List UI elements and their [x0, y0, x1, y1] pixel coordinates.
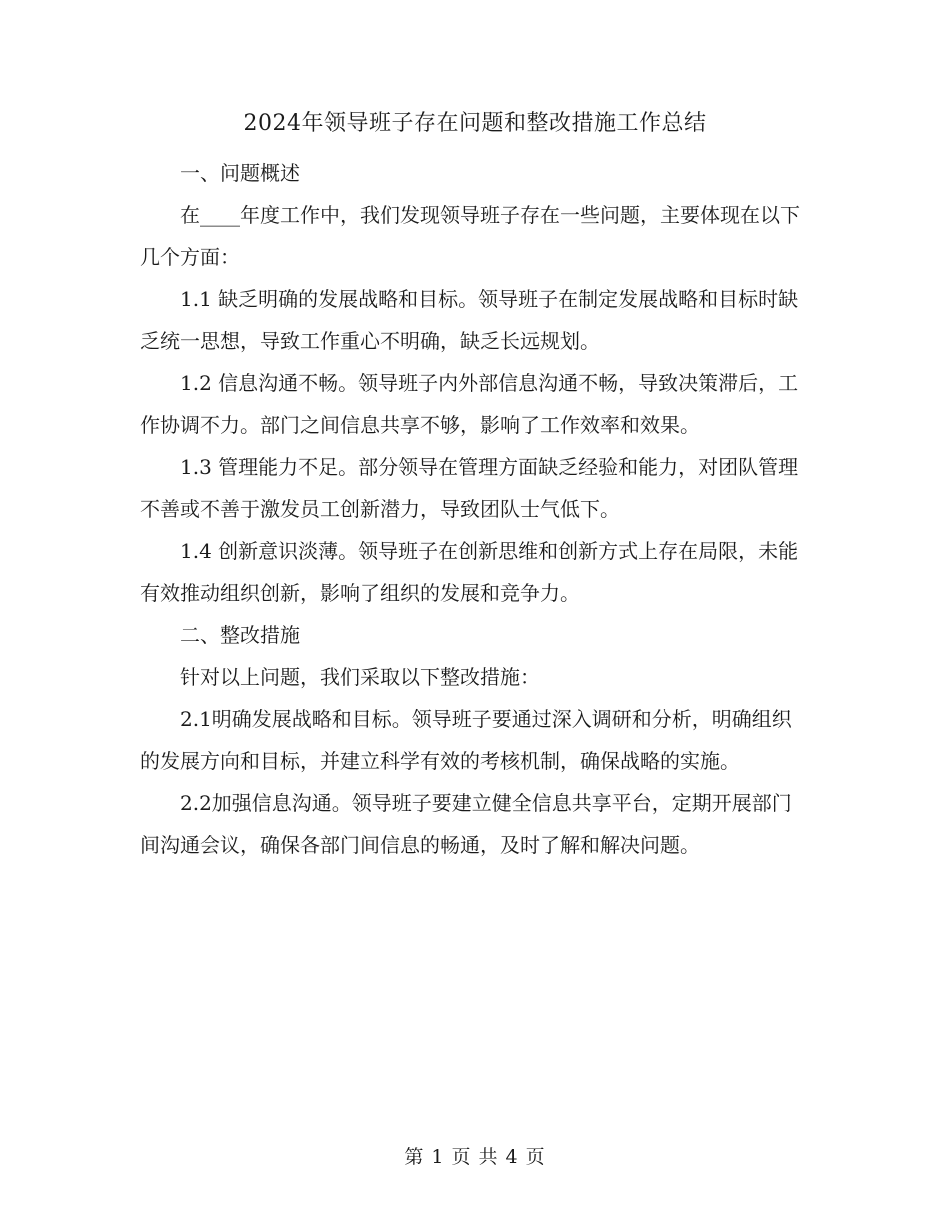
paragraph-1-2: 1.2 信息沟通不畅。领导班子内外部信息沟通不畅，导致决策滞后，工作协调不力。部门之间信息共享不够，影响了工作效率和效果。 — [140, 371, 799, 437]
document-body — [140, 152, 810, 866]
page-footer: 第 1 页 共 4 页 — [404, 1146, 546, 1168]
paragraph-measures-intro: 针对以上问题，我们采取以下整改措施： — [180, 665, 540, 689]
paragraph-2-1: 2.1明确发展战略和目标。领导班子要通过深入调研和分析，明确组织的发展方向和目标，并建立科学有效的考核机制，确保战略的实施。 — [140, 707, 792, 773]
paragraph-intro: 在____年度工作中，我们发现领导班子存在一些问题，主要体现在以下几个方面： — [140, 203, 800, 269]
section-heading-measures: 二、整改措施 — [180, 623, 300, 647]
section-heading-problems: 一、问题概述 — [180, 161, 300, 185]
paragraph-1-3: 1.3 管理能力不足。部分领导在管理方面缺乏经验和能力，对团队管理不善或不善于激发员工创新潜力，导致团队士气低下。 — [140, 455, 799, 521]
paragraph-2-2: 2.2加强信息沟通。领导班子要建立健全信息共享平台，定期开展部门间沟通会议，确保各部门间信息的畅通，及时了解和解决问题。 — [140, 791, 792, 857]
paragraph-1-1: 1.1 缺乏明确的发展战略和目标。领导班子在制定发展战略和目标时缺乏统一思想，导致工作重心不明确，缺乏长远规划。 — [140, 287, 799, 353]
document-title: 2024年领导班子存在问题和整改措施工作总结 — [243, 111, 707, 136]
paragraph-1-4: 1.4 创新意识淡薄。领导班子在创新思维和创新方式上存在局限，未能有效推动组织创新，影响了组织的发展和竞争力。 — [140, 539, 799, 605]
